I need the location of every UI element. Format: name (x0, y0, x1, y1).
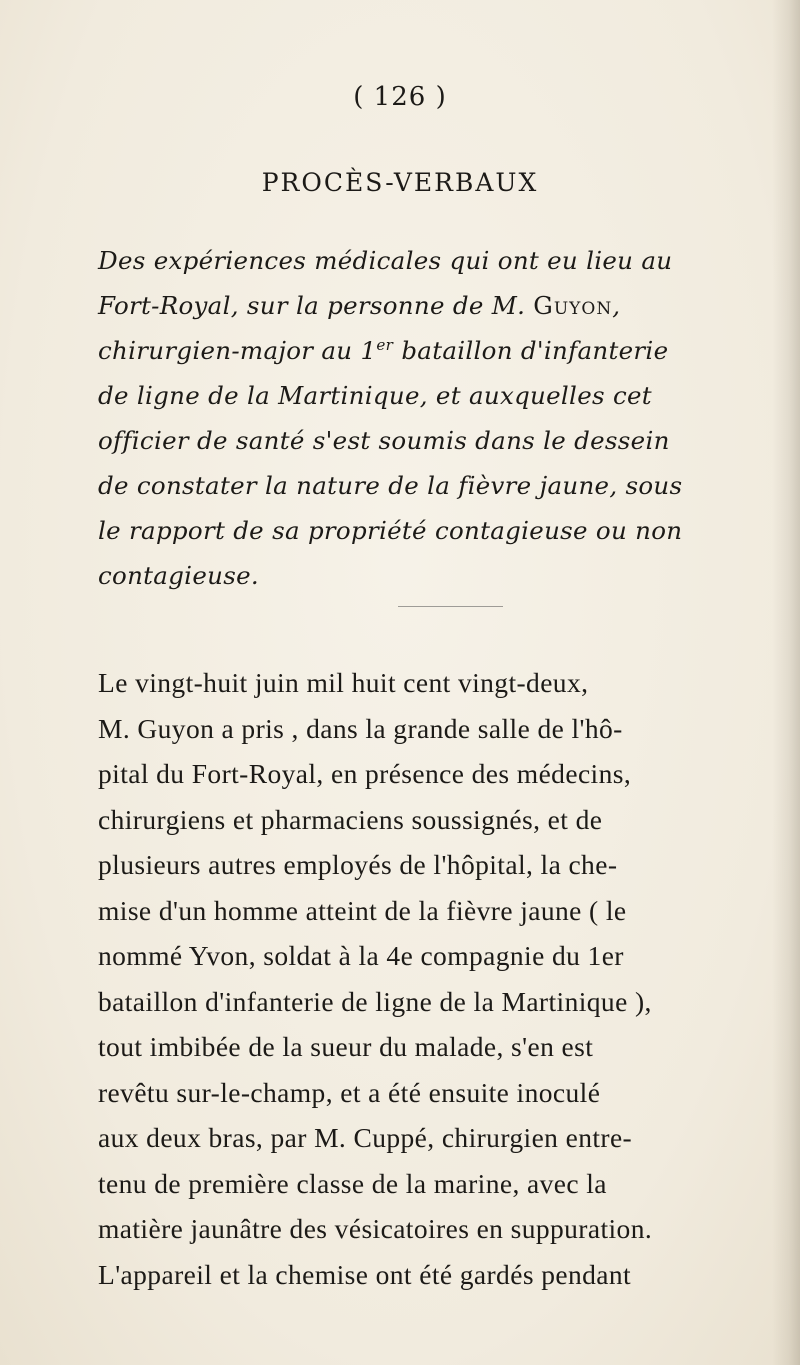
body-line: pital du Fort-Royal, en présence des médecins, (98, 758, 632, 789)
body-line: revêtu sur-le-champ, et a été ensuite inoculé (98, 1076, 601, 1108)
body-paragraph (98, 660, 758, 1297)
subtitle-paragraph (98, 238, 758, 598)
page-edge-shadow (772, 0, 800, 1365)
subtitle-line: Fort-Royal, sur la personne de M. Guyon, (98, 291, 621, 320)
page-title: PROCÈS-VERBAUX (261, 168, 539, 197)
page-number: ( 126 ) (353, 82, 447, 112)
body-line: nommé Yvon, soldat à la 4e compagnie du 1er (98, 940, 624, 971)
subtitle-line: contagieuse. (98, 561, 259, 590)
subtitle-line: de ligne de la Martinique, et auxquelles cet (98, 381, 652, 410)
section-divider (398, 606, 503, 607)
body-line: plusieurs autres employés de l'hôpital, la che- (98, 849, 618, 880)
body-line: Le vingt-huit juin mil huit cent vingt-deux, (98, 667, 589, 698)
subtitle-line: officier de santé s'est soumis dans le dessein (98, 426, 670, 455)
subtitle-line: Des expériences médicales qui ont eu lieu au (98, 246, 673, 275)
body-line: tenu de première classe de la marine, avec la (98, 1167, 607, 1199)
author-name: Guyon (533, 291, 613, 320)
subtitle-line: chirurgien-major au 1er bataillon d'infanterie (98, 335, 669, 365)
body-line: bataillon d'infanterie de ligne de la Martinique ), (98, 985, 652, 1017)
body-line: mise d'un homme atteint de la fièvre jaune ( le (98, 894, 627, 926)
body-line: chirurgiens et pharmaciens soussignés, et de (98, 803, 603, 835)
body-line: M. Guyon a pris , dans la grande salle de l'hô- (98, 712, 623, 744)
body-line: L'appareil et la chemise ont été gardés pendant (98, 1258, 632, 1290)
subtitle-line: de constater la nature de la fièvre jaune, sous (98, 471, 683, 500)
body-line: matière jaunâtre des vésicatoires en suppuration. (98, 1213, 653, 1244)
subtitle-line: le rapport de sa propriété contagieuse ou non (98, 516, 683, 545)
body-line: aux deux bras, par M. Cuppé, chirurgien entre- (98, 1122, 633, 1153)
body-line: tout imbibée de la sueur du malade, s'en est (98, 1031, 594, 1062)
